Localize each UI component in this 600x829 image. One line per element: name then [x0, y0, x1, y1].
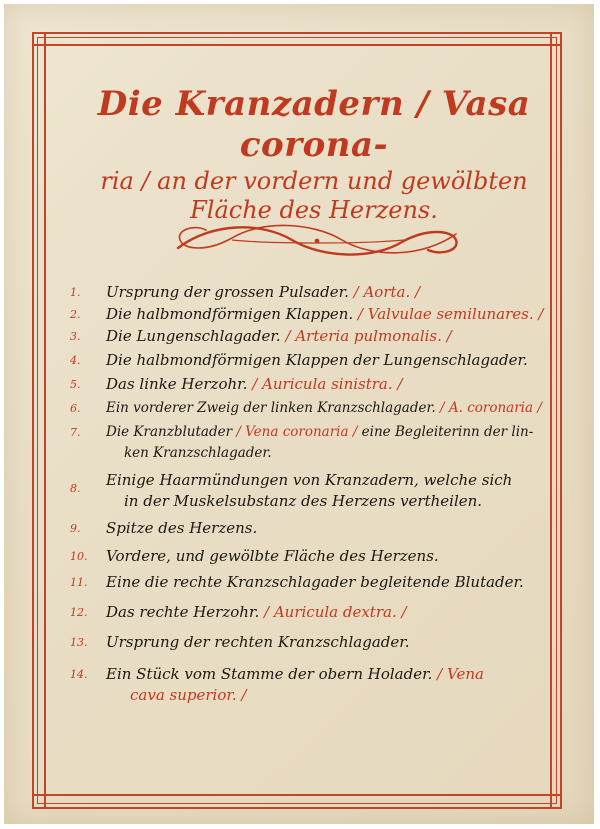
item-latin: / Auricula sinistra. /	[252, 375, 403, 393]
item-text: Einige Haarmündungen von Kranzadern, welche sich	[106, 471, 513, 489]
item-text: Das linke Herzohr.	[106, 375, 248, 393]
item-latin: / Aorta. /	[353, 283, 421, 301]
title-line-1: Die Kranzadern / Vasa corona-	[97, 84, 531, 166]
item-line-2: ken Kranzschlagader.	[124, 445, 272, 461]
item-text: Ursprung der grossen Pulsader.	[106, 283, 349, 301]
title-line-3: Fläche des Herzens.	[190, 196, 438, 225]
item-line-2: in der Muskelsubstanz des Herzens vertheilen.	[124, 492, 483, 510]
item-number: 3.	[70, 330, 81, 343]
item-number: 9.	[70, 522, 81, 535]
item-latin: / Vena coronaria /	[236, 424, 358, 440]
item-text: Ursprung der rechten Kranzschlagader.	[106, 633, 410, 651]
item-latin: / A. coronaria /	[440, 400, 542, 416]
item-latin-line-2: cava superior. /	[130, 686, 247, 704]
item-text: Die halbmondförmigen Klappen der Lungenschlagader.	[106, 351, 528, 369]
item-number: 10.	[70, 550, 88, 563]
item-text: Ein Stück vom Stamme der obern Holader.	[106, 665, 433, 683]
frame-rule-bottom	[33, 794, 561, 796]
item-number: 7.	[70, 426, 81, 439]
item-number: 4.	[70, 354, 81, 367]
item-latin: / Vena	[437, 665, 484, 683]
item-text: Vordere, und gewölbte Fläche des Herzens.	[106, 547, 439, 565]
item-text: Die halbmondförmigen Klappen.	[106, 305, 354, 323]
item-number: 1.	[70, 286, 81, 299]
item-number: 14.	[70, 668, 88, 681]
item-latin: / Valvulae semilunares. /	[357, 305, 544, 323]
item-number: 12.	[70, 606, 88, 619]
item-number: 5.	[70, 378, 81, 391]
calligraphic-flourish	[172, 214, 462, 266]
item-text: Spitze des Herzens.	[106, 519, 258, 537]
item-text: Die Kranzblutader	[106, 424, 233, 440]
item-number: 6.	[70, 402, 81, 415]
page-title	[84, 84, 544, 225]
item-latin: / Arteria pulmonalis. /	[285, 327, 452, 345]
title-line-2: ria / an der vordern und gewölbten	[100, 166, 528, 195]
item-text-continued: eine Begleiterinn der lin-	[361, 424, 534, 440]
item-text: Das rechte Herzohr.	[106, 603, 260, 621]
item-number: 13.	[70, 636, 88, 649]
manuscript-page	[4, 4, 594, 824]
frame-rule-top	[33, 44, 561, 46]
item-latin: / Auricula dextra. /	[264, 603, 407, 621]
frame-rule-left	[44, 33, 46, 808]
item-number: 11.	[70, 576, 88, 589]
item-number: 2.	[70, 308, 81, 321]
item-number: 8.	[70, 482, 81, 495]
item-text: Eine die rechte Kranzschlagader begleitende Blutader.	[106, 573, 524, 591]
item-text: Ein vorderer Zweig der linken Kranzschlagader.	[106, 400, 436, 416]
item-text: Die Lungenschlagader.	[106, 327, 281, 345]
